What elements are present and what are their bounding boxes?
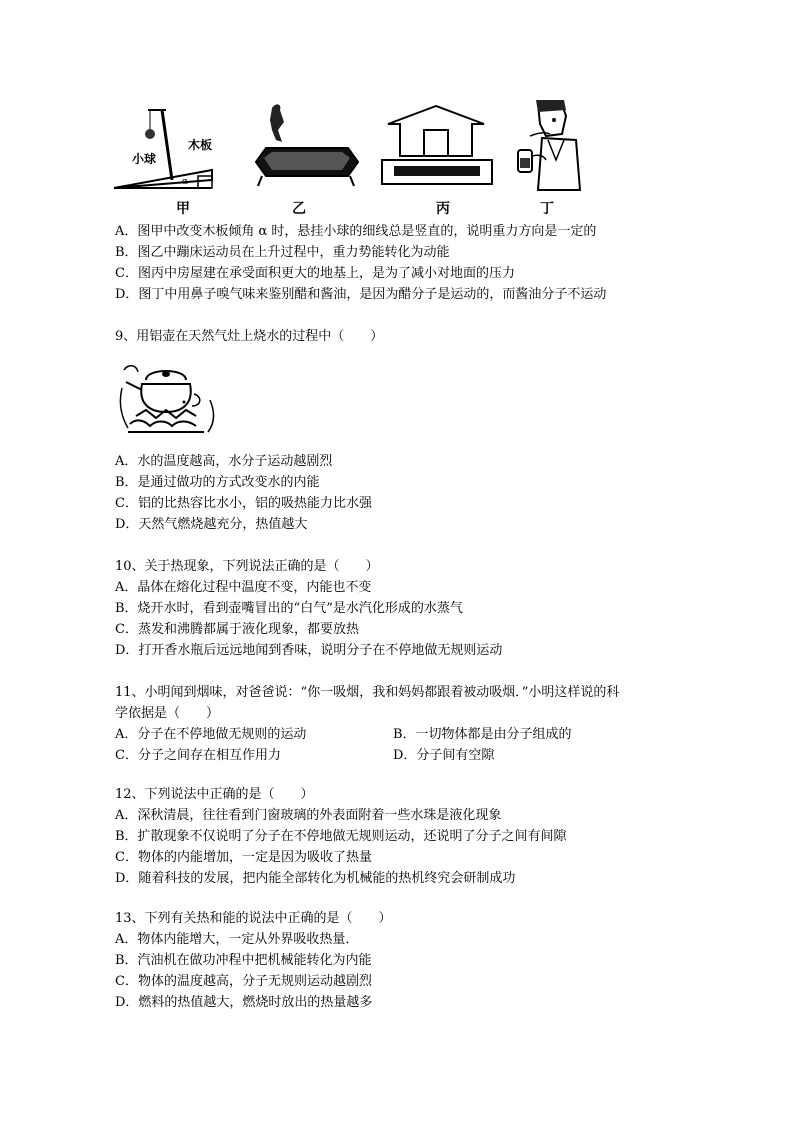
figure-bing-label: 丙 — [436, 201, 450, 217]
q13-option-d: D．燃料的热值越大，燃烧时放出的热量越多 — [115, 995, 373, 1010]
q12-stem: 12、下列说法中正确的是（ ） — [115, 787, 314, 802]
q8-figure-row — [112, 100, 612, 218]
figure-jia — [112, 100, 222, 218]
q8-option-d: D．图丁中用鼻子嗅气味来鉴别醋和酱油，是因为醋分子是运动的，而酱油分子不运动 — [115, 287, 607, 302]
figure-bing — [380, 100, 496, 218]
q10-option-d: D．打开香水瓶后远远地闻到香味，说明分子在不停地做无规则运动 — [115, 643, 503, 658]
q10-option-c: C．蒸发和沸腾都属于液化现象，都要放热 — [115, 622, 359, 637]
trampoline-illustration — [250, 100, 362, 190]
q11-stem-line2: 学依据是（ ） — [115, 706, 220, 721]
q8-option-b: B．图乙中蹦床运动员在上升过程中，重力势能转化为动能 — [115, 245, 450, 260]
board-label: 木板 — [188, 138, 213, 152]
q12-option-d: D．随着科技的发展，把内能全部转化为机械能的热机终究会研制成功 — [115, 871, 516, 886]
svg-text:α: α — [182, 177, 189, 187]
q11-option-b: B．一切物体都是由分子组成的 — [393, 727, 572, 742]
q9-kettle-figure — [116, 360, 220, 440]
q9-option-c: C．铝的比热容比水小，铝的吸热能力比水强 — [115, 496, 372, 511]
q9-stem: 9、用铝壶在天然气灶上烧水的过程中（ ） — [115, 329, 384, 344]
q8-option-c: C．图丙中房屋建在承受面积更大的地基上，是为了减小对地面的压力 — [115, 266, 515, 281]
q13-option-c: C．物体的温度越高，分子无规则运动越剧烈 — [115, 974, 372, 989]
kettle-on-stove-illustration — [116, 360, 220, 440]
q13-option-a: A．物体内能增大，一定从外界吸收热量． — [115, 932, 359, 947]
ball-label: 小球 — [132, 152, 157, 166]
q10-option-b: B．烧开水时，看到壶嘴冒出的“白气”是水汽化形成的水蒸气 — [115, 601, 463, 616]
q9-option-a: A．水的温度越高，水分子运动越剧烈 — [115, 454, 333, 469]
q11-option-c: C．分子之间存在相互作用力 — [115, 748, 281, 763]
figure-ding — [516, 100, 612, 218]
figure-yi-label: 乙 — [292, 201, 306, 217]
q11-stem-line1: 11、小明闻到烟味，对爸爸说：“你一吸烟，我和妈妈都跟着被动吸烟．”小明这样说的科 — [115, 685, 620, 700]
smell-bottle-illustration — [516, 100, 612, 190]
q10-stem: 10、关于热现象，下列说法正确的是（ ） — [115, 559, 379, 574]
q11-option-a: A．分子在不停地做无规则的运动 — [115, 727, 307, 742]
q12-option-a: A．深秋清晨，往往看到门窗玻璃的外表面附着一些水珠是液化现象 — [115, 808, 502, 823]
q12-option-b: B．扩散现象不仅说明了分子在不停地做无规则运动，还说明了分子之间有间隙 — [115, 829, 567, 844]
q12-option-c: C．物体的内能增加，一定是因为吸收了热量 — [115, 850, 372, 865]
figure-yi — [250, 100, 362, 218]
house-foundation-illustration — [380, 100, 496, 190]
q11-option-d: D．分子间有空隙 — [393, 748, 495, 763]
q8-option-a: A．图甲中改变木板倾角 α 时，悬挂小球的细线总是竖直的，说明重力方向是一定的 — [115, 224, 597, 239]
q13-stem: 13、下列有关热和能的说法中正确的是（ ） — [115, 911, 392, 926]
q9-option-d: D．天然气燃烧越充分，热值越大 — [115, 517, 308, 532]
figure-ding-label: 丁 — [540, 201, 554, 217]
q10-option-a: A．晶体在熔化过程中温度不变，内能也不变 — [115, 580, 372, 595]
q13-option-b: B．汽油机在做功冲程中把机械能转化为内能 — [115, 953, 372, 968]
q9-option-b: B．是通过做功的方式改变水的内能 — [115, 475, 320, 490]
figure-jia-label: 甲 — [176, 201, 190, 217]
